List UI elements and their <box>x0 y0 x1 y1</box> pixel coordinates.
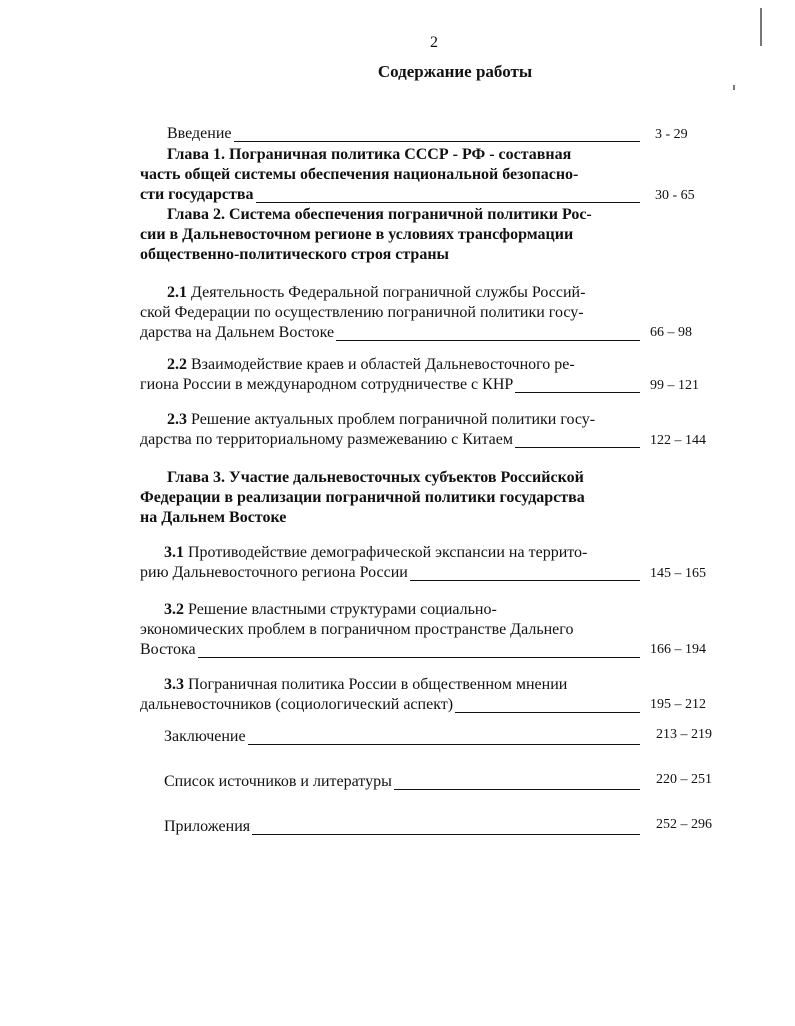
toc-entry-text: Заключение <box>164 728 246 745</box>
toc-entry-section-2-1 <box>140 283 640 343</box>
page-number: 2 <box>430 34 438 51</box>
toc-entry-text: Список источников и литературы <box>164 773 392 790</box>
toc-entry-text: сии в Дальневосточном регионе в условиях трансформации <box>140 226 574 243</box>
toc-entry-text: Глава 2. Система обеспечения пограничной политики Рос- <box>167 206 592 223</box>
toc-entry-text: гиона России в международном сотрудничестве с КНР <box>140 376 514 393</box>
toc-entry-text: Востока <box>140 641 196 658</box>
page-range: 30 - 65 <box>655 188 695 203</box>
leader-line <box>515 378 640 393</box>
toc-entry-text: дальневосточников (социологический аспект) <box>140 696 454 713</box>
leader-line <box>515 433 640 448</box>
toc-entry-text: сти государства <box>140 186 254 203</box>
toc-entry-section-3-1 <box>140 543 640 583</box>
leader-line <box>394 775 640 790</box>
page-range: 220 – 251 <box>656 772 712 787</box>
toc-entry-text: Глава 1. Пограничная политика СССР - РФ - составная <box>167 146 572 163</box>
toc-entry-text: Приложения <box>164 818 251 835</box>
toc-entry-text: Решение властными структурами социально- <box>184 601 497 618</box>
scan-mark <box>733 85 735 90</box>
leader-line <box>252 820 640 835</box>
toc-entry-text: рию Дальневосточного региона России <box>140 564 408 581</box>
page-range: 145 – 165 <box>650 566 706 581</box>
toc-entry-text: дарства по территориальному размежеванию с Китаем <box>140 431 513 448</box>
toc-entry-section-2-3 <box>140 410 640 450</box>
toc-entry-section-2-2 <box>140 355 640 395</box>
toc-entry-text: часть общей системы обеспечения национальной безопасно- <box>140 166 579 183</box>
section-number: 3.3 <box>164 676 184 693</box>
toc-entry-chapter-1 <box>140 145 640 205</box>
section-number: 2.2 <box>167 356 187 373</box>
toc-entry-bibliography <box>140 772 640 792</box>
toc-entry-text: Деятельность Федеральной пограничной службы Россий- <box>187 284 586 301</box>
section-number: 2.1 <box>167 284 187 301</box>
leader-line <box>336 326 640 341</box>
toc-entry-text: Взаимодействие краев и областей Дальневосточного ре- <box>187 356 575 373</box>
page-title: Содержание работы <box>377 62 533 81</box>
page-range: 252 – 296 <box>656 817 712 832</box>
section-number: 3.2 <box>164 601 184 618</box>
leader-line <box>248 730 640 745</box>
leader-line <box>256 188 640 203</box>
toc-entry-text: Пограничная политика России в общественном мнении <box>184 676 568 693</box>
toc-entry-text: Глава 3. Участие дальневосточных субъектов Российской <box>167 469 584 486</box>
page-range: 195 – 212 <box>650 697 706 712</box>
leader-line <box>410 566 640 581</box>
toc-entry-chapter-3 <box>140 468 640 528</box>
page-range: 213 – 219 <box>656 727 712 742</box>
toc-entry-text: на Дальнем Востоке <box>140 509 287 526</box>
section-number: 3.1 <box>164 544 184 561</box>
page-range: 166 – 194 <box>650 642 706 657</box>
leader-line <box>198 643 640 658</box>
toc-entry-appendices <box>140 817 640 837</box>
toc-entry-intro <box>140 124 640 144</box>
toc-entry-text: дарства на Дальнем Востоке <box>140 324 335 341</box>
toc-entry-text: Противодействие демографической экспансии на террито- <box>184 544 588 561</box>
toc-entry-section-3-2 <box>140 600 640 660</box>
page-range: 3 - 29 <box>655 127 688 142</box>
page-range: 122 – 144 <box>650 433 706 448</box>
page-range: 99 – 121 <box>650 378 699 393</box>
toc-entry-conclusion <box>140 727 640 747</box>
leader-line <box>234 127 641 142</box>
toc-entry-text: Федерации в реализации пограничной политики государства <box>140 489 585 506</box>
toc-entry-text: экономических проблем в пограничном пространстве Дальнего <box>140 621 574 638</box>
section-number: 2.3 <box>167 411 187 428</box>
toc-entry-text: общественно-политического строя страны <box>140 246 450 263</box>
toc-entry-chapter-2 <box>140 205 640 265</box>
leader-line <box>455 698 640 713</box>
toc-entry-text: Введение <box>167 125 232 142</box>
page-range: 66 – 98 <box>650 325 692 340</box>
toc-entry-text: ской Федерации по осуществлению пограничной политики госу- <box>140 304 584 321</box>
toc-entry-section-3-3 <box>140 675 640 715</box>
toc-entry-text: Решение актуальных проблем пограничной политики госу- <box>187 411 596 428</box>
